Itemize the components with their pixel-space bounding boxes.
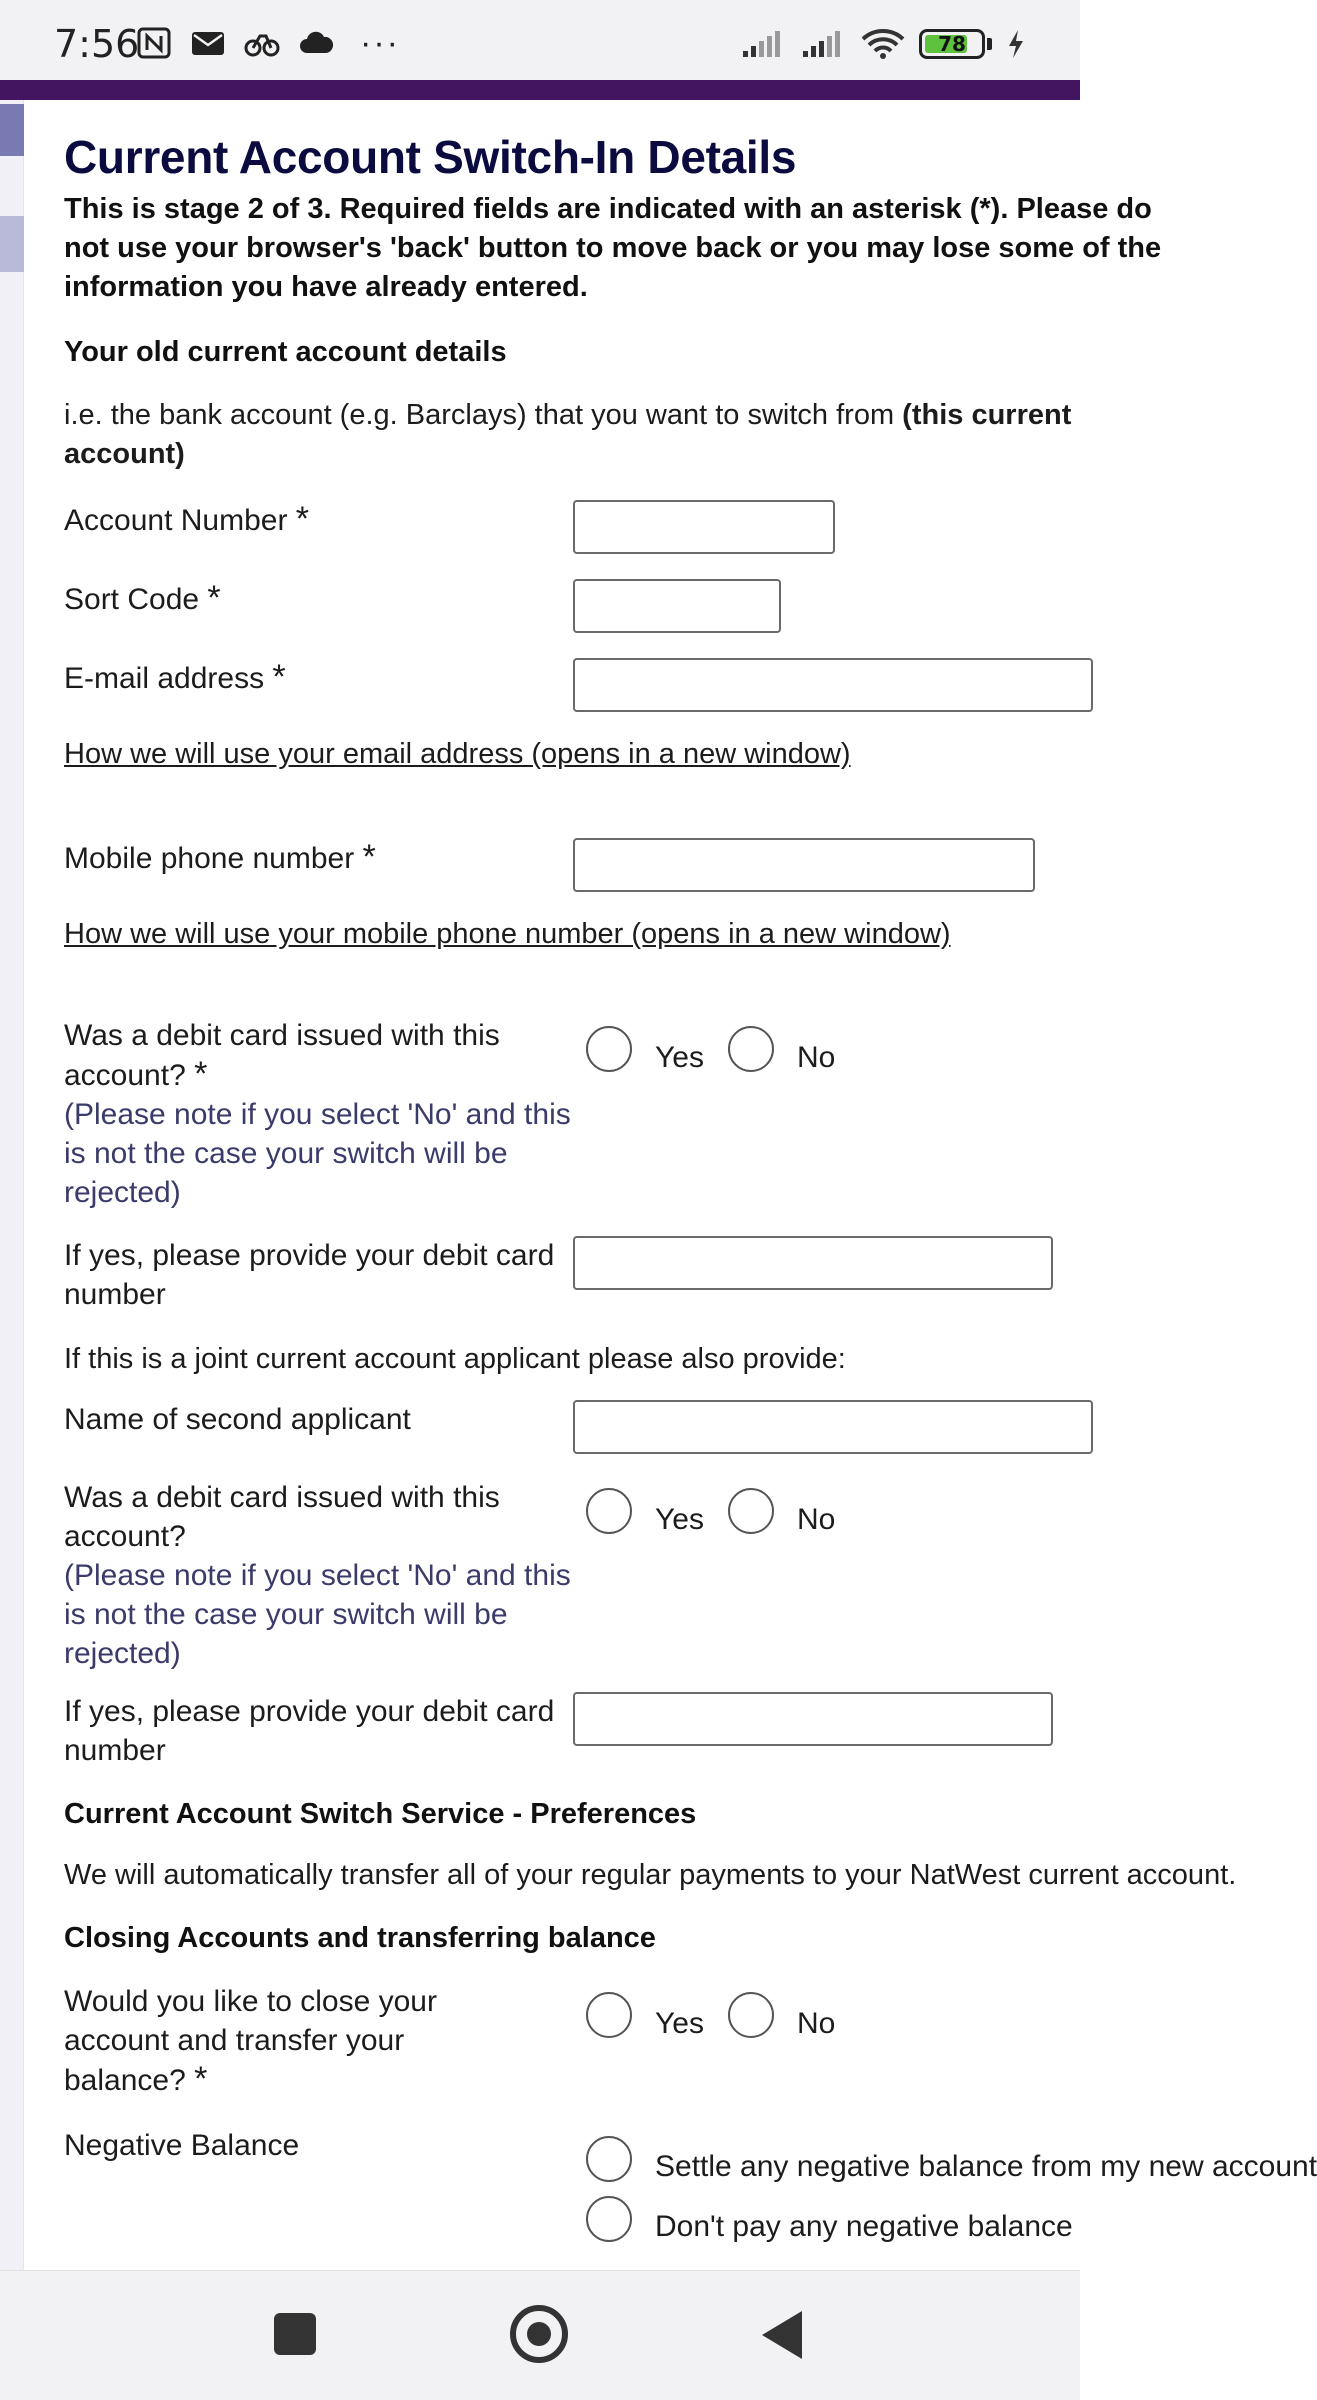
close-account-question <box>64 1982 484 2100</box>
email-label <box>64 658 574 698</box>
joint-debit-card-yes-radio[interactable] <box>586 1488 632 1534</box>
negative-balance-label: Negative Balance <box>64 2129 300 2162</box>
label-text: Mobile phone number <box>64 842 355 875</box>
second-applicant-label: Name of second applicant <box>64 1403 411 1436</box>
sort-code-input[interactable] <box>573 579 781 633</box>
debit-card-no-radio[interactable] <box>728 1026 774 1072</box>
brand-bar <box>0 80 1080 100</box>
dont-pay-negative-balance-label: Don't pay any negative balance <box>655 2210 1073 2243</box>
required-marker: * <box>295 500 310 538</box>
more-dots-icon: ··· <box>360 24 400 62</box>
home-button[interactable] <box>510 2305 568 2363</box>
nfc-icon <box>136 28 172 58</box>
required-marker: * <box>207 579 221 617</box>
mobile-label <box>64 838 574 878</box>
closing-heading: Closing Accounts and transferring balance <box>64 1922 656 1954</box>
mobile-usage-link[interactable]: How we will use your mobile phone number (opens in a new window) <box>64 918 951 950</box>
no-label: No <box>797 1041 836 1074</box>
no-label: No <box>797 2007 836 2040</box>
debit-card-note: (Please note if you select 'No' and this is not the case your switch will be rejected) <box>64 1559 571 1670</box>
signal-icon <box>741 29 787 59</box>
mail-icon <box>190 28 226 58</box>
charging-icon <box>1006 29 1026 59</box>
label-text: Sort Code <box>64 583 200 616</box>
preferences-heading: Current Account Switch Service - Preferences <box>64 1798 697 1830</box>
debit-card-number-input[interactable] <box>573 1236 1053 1290</box>
battery-percent: 78 <box>938 32 966 56</box>
yes-label: Yes <box>655 2007 704 2040</box>
battery-icon <box>919 29 985 59</box>
close-account-no-radio[interactable] <box>728 1992 774 2038</box>
joint-account-intro: If this is a joint current account applicant please also provide: <box>64 1343 846 1375</box>
signal-icon <box>801 29 847 59</box>
clock: 7:56 <box>54 22 140 66</box>
debit-card-number-label: If yes, please provide your debit card number <box>64 1239 555 1311</box>
email-usage-link[interactable]: How we will use your email address (opens in a new window) <box>64 738 851 770</box>
joint-debit-card-no-radio[interactable] <box>728 1488 774 1534</box>
system-icons <box>741 28 1026 60</box>
close-account-yes-radio[interactable] <box>586 1992 632 2038</box>
label-text: E-mail address <box>64 662 265 695</box>
debit-card-question <box>64 1016 574 1212</box>
label-text: Would you like to close your account and transfer your balance? <box>64 1985 437 2097</box>
recent-apps-button[interactable] <box>274 2313 316 2355</box>
form-page <box>0 100 1317 2270</box>
settle-negative-balance-label: Settle any negative balance from my new account <box>655 2150 1317 2183</box>
account-number-input[interactable] <box>573 500 835 554</box>
navigation-bar <box>0 2270 1080 2400</box>
debit-card-question-joint <box>64 1478 574 1673</box>
joint-debit-card-number-input[interactable] <box>573 1692 1053 1746</box>
required-marker: * <box>272 658 286 696</box>
back-button[interactable] <box>762 2311 802 2359</box>
rail-tab[interactable] <box>0 216 24 272</box>
left-rail <box>0 100 24 2270</box>
notification-icons <box>136 24 400 62</box>
old-account-description <box>64 396 1071 474</box>
debit-card-note: (Please note if you select 'No' and this is not the case your switch will be rejected) <box>64 1098 571 1209</box>
dont-pay-negative-balance-radio[interactable] <box>586 2196 632 2242</box>
label-text: Was a debit card issued with this <box>64 1019 500 1052</box>
settle-negative-balance-radio[interactable] <box>586 2136 632 2182</box>
old-account-heading: Your old current account details <box>64 336 507 368</box>
cloud-icon <box>298 28 334 58</box>
status-bar <box>0 0 1080 80</box>
required-marker: * <box>194 2060 208 2098</box>
home-dot <box>527 2322 551 2346</box>
label-text: account? <box>64 1059 186 1092</box>
required-marker: * <box>194 1055 208 1093</box>
yes-label: Yes <box>655 1041 704 1074</box>
email-field[interactable] <box>573 658 1093 712</box>
joint-debit-card-number-label: If yes, please provide your debit card number <box>64 1695 555 1767</box>
preferences-text: We will automatically transfer all of your regular payments to your NatWest current account. <box>64 1859 1237 1891</box>
second-applicant-input[interactable] <box>573 1400 1093 1454</box>
battery-nub <box>987 38 992 50</box>
account-number-label <box>64 500 574 540</box>
yes-label: Yes <box>655 1503 704 1536</box>
cycling-icon <box>244 28 280 58</box>
rail-tab[interactable] <box>0 104 24 156</box>
intro-text: This is stage 2 of 3. Required fields are indicated with an asterisk (*). Please do not use your browser's 'back' button to move back or you may lose some of the information you have already entered. <box>64 193 1162 303</box>
mobile-phone-input[interactable] <box>573 838 1035 892</box>
description-bold: account) <box>64 438 185 470</box>
description-bold: (this current <box>902 399 1072 431</box>
sort-code-label <box>64 579 574 619</box>
wifi-icon <box>861 28 905 60</box>
debit-card-yes-radio[interactable] <box>586 1026 632 1072</box>
description-text: i.e. the bank account (e.g. Barclays) that you want to switch from <box>64 399 903 431</box>
page-title: Current Account Switch-In Details <box>64 131 797 183</box>
no-label: No <box>797 1503 836 1536</box>
label-text: Was a debit card issued with this account? <box>64 1481 500 1553</box>
required-marker: * <box>362 838 376 876</box>
label-text: Account Number <box>64 504 288 537</box>
